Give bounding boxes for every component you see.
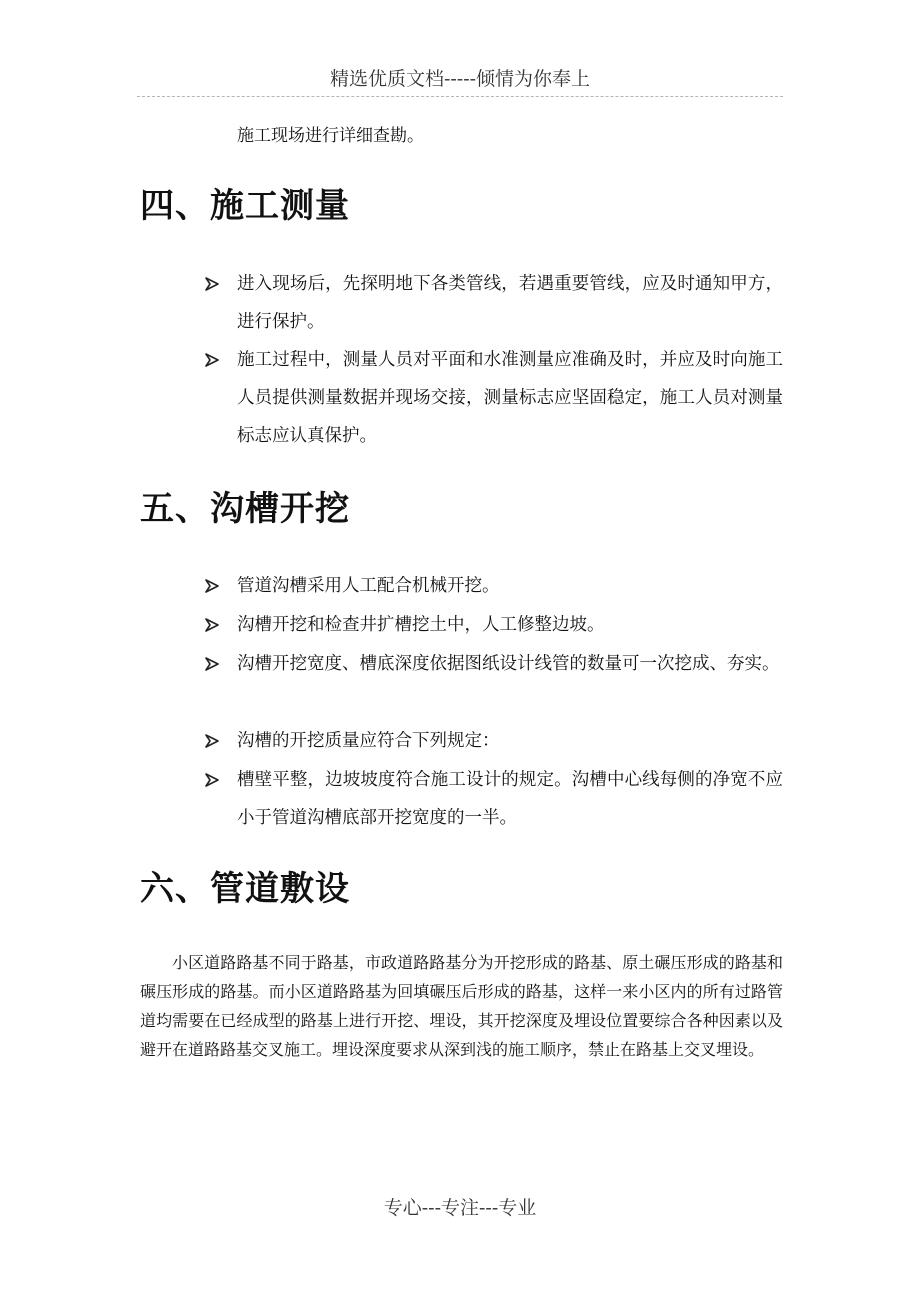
page-header: 精选优质文档-----倾情为你奉上	[329, 68, 591, 90]
page-footer: 专心---专注---专业	[383, 1197, 537, 1219]
arrow-bullet-icon	[203, 761, 219, 799]
arrow-bullet-icon	[203, 265, 219, 303]
bullet-text: 沟槽开挖宽度、槽底深度依据图纸设计线管的数量可一次挖成、夯实。	[237, 654, 780, 674]
bullet-item	[203, 761, 783, 837]
bullet-item	[203, 645, 783, 683]
continuation-text: 施工现场进行详细查勘。	[237, 126, 424, 146]
arrow-bullet-icon	[203, 645, 219, 683]
bullet-text: 槽壁平整，边坡坡度符合施工设计的规定。沟槽中心线每侧的净宽不应小于管道沟槽底部开挖宽度的一半。	[237, 770, 783, 828]
bullet-text: 沟槽开挖和检查井扩槽挖土中，人工修整边坡。	[237, 615, 605, 635]
bullet-text: 管道沟槽采用人工配合机械开挖。	[237, 576, 500, 596]
bullet-item	[203, 341, 783, 455]
bullet-item	[203, 606, 783, 644]
bullet-text: 沟槽的开挖质量应符合下列规定：	[237, 731, 500, 751]
section-heading-pipe-laying: 六、管道敷设	[140, 869, 350, 909]
section-heading-survey: 四、施工测量	[140, 186, 350, 226]
bullet-item	[203, 567, 783, 605]
section-heading-trench: 五、沟槽开挖	[140, 489, 350, 529]
bullet-item	[203, 722, 783, 760]
arrow-bullet-icon	[203, 722, 219, 760]
body-paragraph: 小区道路路基不同于路基，市政道路路基分为开挖形成的路基、原土碾压形成的路基和碾压形成的路基。而小区道路路基为回填碾压后形成的路基，这样一来小区内的所有过路管道均需要在已经成型的路基上进行开挖、埋设，其开挖深度及埋设位置要综合各种因素以及避开在道路路基交叉施工。埋设深度要求从深到浅的施工顺序，禁止在路基上交叉埋设。	[140, 953, 783, 1059]
arrow-bullet-icon	[203, 567, 219, 605]
arrow-bullet-icon	[203, 606, 219, 644]
bullet-text: 进入现场后，先探明地下各类管线，若遇重要管线，应及时通知甲方，进行保护。	[237, 274, 783, 332]
bullet-item	[203, 265, 783, 341]
header-divider	[137, 96, 783, 97]
bullet-text: 施工过程中，测量人员对平面和水准测量应准确及时，并应及时向施工人员提供测量数据并现场交接，测量标志应坚固稳定，施工人员对测量标志应认真保护。	[237, 350, 783, 446]
arrow-bullet-icon	[203, 341, 219, 379]
